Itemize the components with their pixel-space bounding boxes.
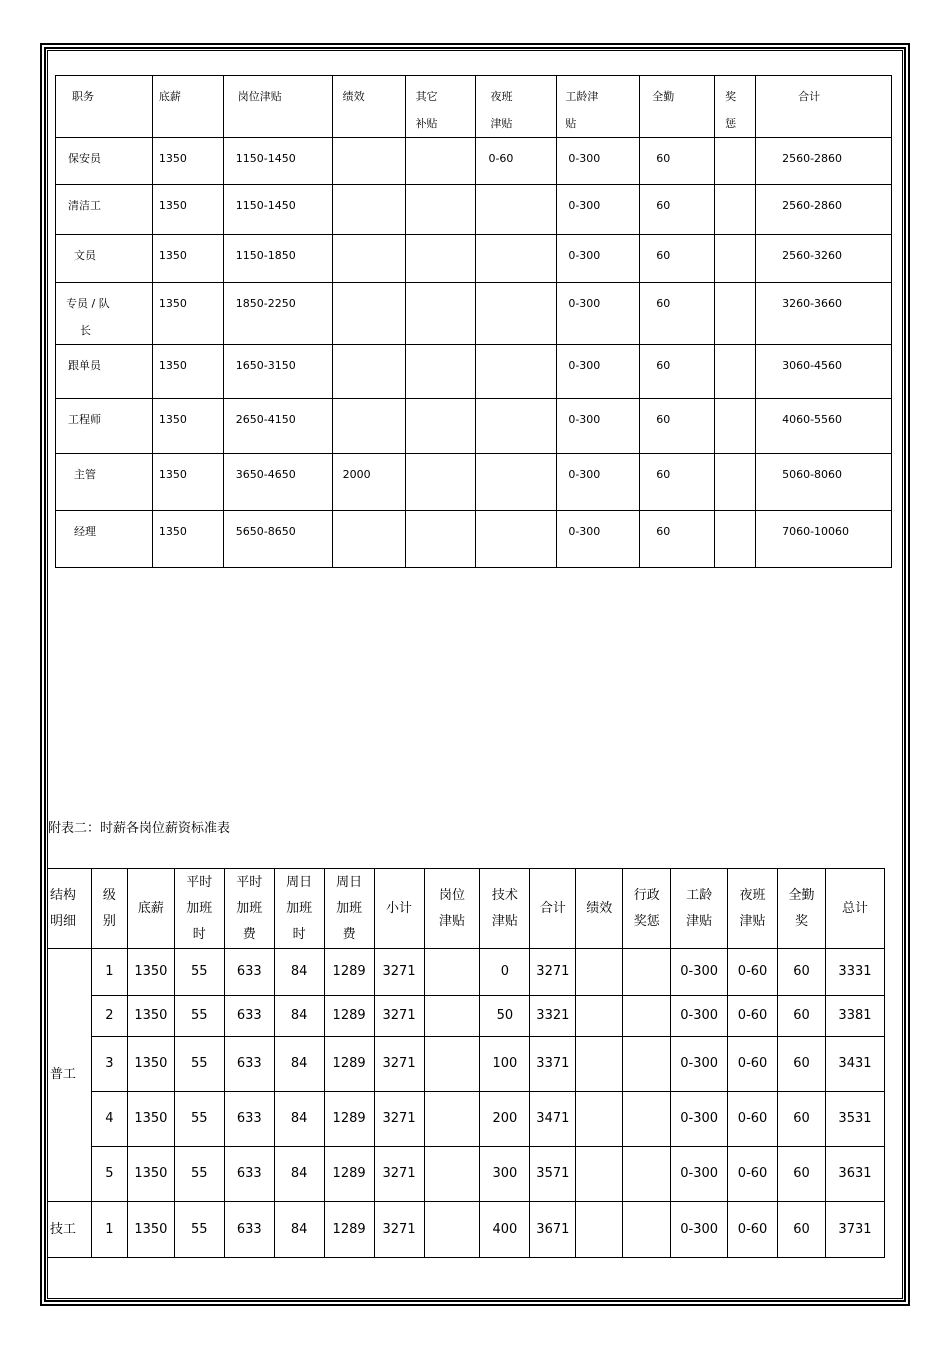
position-name-cell-line: 文员 — [74, 249, 96, 262]
table-1-cell-seniority: 0-300 — [557, 345, 640, 399]
position-name-cell — [56, 283, 153, 345]
table-1-row — [56, 454, 892, 511]
table-2-header-cell — [224, 869, 274, 949]
table-2-header-cell-line: 奖惩 — [633, 913, 660, 929]
table-1-cell-total: 5060-8060 — [756, 454, 892, 511]
table-1-cell-reward — [715, 511, 756, 568]
table-2-cell — [623, 996, 671, 1037]
table-2-cell: 3321 — [530, 996, 576, 1037]
table-2-cell: 3271 — [374, 1092, 424, 1147]
table-2-cell: 0-300 — [671, 1092, 728, 1147]
table-1-cell-seniority: 0-300 — [557, 138, 640, 185]
table-2-header-cell — [324, 869, 374, 949]
table-1-cell-other — [405, 185, 476, 235]
table-2-header-cell-line: 费 — [242, 926, 256, 942]
table-2-cell: 3671 — [530, 1202, 576, 1258]
table-2-header-cell-line: 周日 — [286, 874, 313, 890]
table-2-header-cell — [480, 869, 530, 949]
table-1-header-cell-line: 绩效 — [342, 90, 365, 103]
table-1-cell-other — [405, 138, 476, 185]
table-1-cell-attend: 60 — [640, 185, 715, 235]
table-1-header-cell — [56, 76, 153, 138]
table-1-header-cell-line: 底薪 — [158, 90, 181, 103]
table-1-cell-total: 4060-5560 — [756, 399, 892, 454]
table-2-cell: 3271 — [374, 996, 424, 1037]
table-2-header-cell-line: 工龄 — [686, 887, 713, 903]
table-2-cell: 0-60 — [728, 1147, 778, 1202]
table-1-header-cell-line: 全勤 — [652, 90, 675, 103]
table-2-cell: 3271 — [530, 949, 576, 996]
table-1-header-cell — [405, 76, 476, 138]
table-2-cell: 55 — [174, 996, 224, 1037]
table-2-cell: 3271 — [374, 1037, 424, 1092]
table-2-header-cell-line: 底薪 — [137, 900, 164, 916]
table-2-cell: 4 — [91, 1092, 127, 1147]
table-1-cell-seniority: 0-300 — [557, 185, 640, 235]
table-2-cell: 55 — [174, 949, 224, 996]
table-1-cell-allow: 5650-8650 — [223, 511, 332, 568]
table-1-header-cell-line: 职务 — [72, 90, 94, 103]
table-2-header-cell — [728, 869, 778, 949]
table-1-cell-perf: 2000 — [332, 454, 405, 511]
table-1-header-cell — [756, 76, 892, 138]
table-2-header-cell-line: 总计 — [841, 900, 868, 916]
table-1-cell-seniority: 0-300 — [557, 235, 640, 283]
table-2-cell: 1289 — [324, 1092, 374, 1147]
table-2-header-cell — [91, 869, 127, 949]
table-2-cell: 0-300 — [671, 1147, 728, 1202]
table-1-cell-total: 2560-2860 — [756, 185, 892, 235]
table-2-cell: 60 — [778, 1202, 826, 1258]
table-2-header-cell-line: 加班 — [236, 900, 263, 916]
table-2-header-cell-line: 技术 — [491, 887, 518, 903]
table-2-cell: 1350 — [127, 1202, 174, 1258]
structure-group-label: 技工 — [48, 1202, 92, 1258]
table-1-header-cell-line: 补贴 — [415, 117, 438, 130]
table-2-cell: 1350 — [127, 1147, 174, 1202]
position-name-cell-line: 主管 — [74, 468, 96, 481]
table-1-row — [56, 511, 892, 568]
table-2-cell: 1289 — [324, 949, 374, 996]
table-2-cell — [424, 1147, 480, 1202]
position-name-cell — [56, 454, 153, 511]
table-1-header-cell — [640, 76, 715, 138]
table-1-row — [56, 345, 892, 399]
table-1-cell-other — [405, 454, 476, 511]
table-1-cell-night — [476, 454, 557, 511]
table-1-cell-reward — [715, 235, 756, 283]
table-2-cell: 3471 — [530, 1092, 576, 1147]
table-2-row — [48, 1147, 885, 1202]
table-1-cell-night — [476, 399, 557, 454]
table-2-cell: 1289 — [324, 1202, 374, 1258]
table-1-cell-allow: 1650-3150 — [223, 345, 332, 399]
table-1-cell-seniority: 0-300 — [557, 454, 640, 511]
table-2-cell: 0-300 — [671, 1037, 728, 1092]
table-2-header-cell-line: 津贴 — [491, 913, 518, 929]
table-2-header-cell-line: 小计 — [386, 900, 413, 916]
table-1-cell-allow: 1150-1450 — [223, 185, 332, 235]
table-2-header-cell-line: 结构 — [50, 887, 77, 903]
table-1-row — [56, 283, 892, 345]
table-2-cell: 1350 — [127, 996, 174, 1037]
table-2-row — [48, 1092, 885, 1147]
salary-table-1 — [55, 75, 892, 568]
table-2-cell: 84 — [274, 1092, 324, 1147]
table-1-cell-base: 1350 — [152, 185, 223, 235]
table-2-cell — [576, 1147, 623, 1202]
table-2-caption: 附表二：时薪各岗位薪资标准表 — [48, 821, 231, 836]
table-2-row — [48, 1037, 885, 1092]
table-2-cell: 60 — [778, 949, 826, 996]
table-2-header-cell-line: 行政 — [633, 887, 660, 903]
table-2-header-cell-line: 加班 — [336, 900, 363, 916]
table-2-cell: 5 — [91, 1147, 127, 1202]
salary-table-2 — [47, 868, 885, 1258]
position-name-cell-line: 清洁工 — [68, 199, 101, 212]
table-2-cell: 3371 — [530, 1037, 576, 1092]
position-name-cell-line: 跟单员 — [68, 359, 101, 372]
table-2-cell — [424, 1202, 480, 1258]
table-2-row — [48, 1202, 885, 1258]
table-1-cell-reward — [715, 454, 756, 511]
table-1-cell-perf — [332, 283, 405, 345]
table-2-cell: 300 — [480, 1147, 530, 1202]
table-1-cell-reward — [715, 345, 756, 399]
table-2-header-cell-line: 明细 — [50, 913, 77, 929]
table-2-cell: 633 — [224, 1092, 274, 1147]
table-2-cell: 60 — [778, 996, 826, 1037]
table-2-cell: 3271 — [374, 949, 424, 996]
table-1-header-cell-line: 津贴 — [490, 117, 513, 130]
table-2-header-cell-line: 周日 — [336, 874, 363, 890]
table-2-header-cell — [576, 869, 623, 949]
position-name-cell-line: 工程师 — [68, 413, 101, 426]
table-2-cell: 633 — [224, 1037, 274, 1092]
table-1-cell-total: 2560-2860 — [756, 138, 892, 185]
table-2-cell — [424, 996, 480, 1037]
table-2-header-cell-line: 别 — [102, 913, 116, 929]
table-2-cell: 3381 — [825, 996, 884, 1037]
table-1-cell-other — [405, 235, 476, 283]
table-2-cell: 1289 — [324, 1037, 374, 1092]
table-2-cell — [576, 1092, 623, 1147]
table-2-cell: 3731 — [825, 1202, 884, 1258]
table-1-cell-night — [476, 283, 557, 345]
table-1-cell-total: 7060-10060 — [756, 511, 892, 568]
table-2-cell: 84 — [274, 1202, 324, 1258]
position-name-cell — [56, 185, 153, 235]
table-1-header-cell-line: 工龄津 — [565, 90, 599, 103]
table-1-cell-reward — [715, 138, 756, 185]
table-2-cell: 55 — [174, 1092, 224, 1147]
table-1-cell-allow: 1850-2250 — [223, 283, 332, 345]
table-2-cell: 200 — [480, 1092, 530, 1147]
table-2-header-cell — [48, 869, 92, 949]
table-1-cell-attend: 60 — [640, 399, 715, 454]
table-1-header-cell — [476, 76, 557, 138]
table-2-cell — [424, 1092, 480, 1147]
table-1-row — [56, 138, 892, 185]
table-2-cell: 0-300 — [671, 949, 728, 996]
table-2-cell: 633 — [224, 949, 274, 996]
table-2-header-cell-line: 绩效 — [586, 900, 613, 916]
table-2-cell — [623, 1202, 671, 1258]
table-2-cell: 1350 — [127, 1037, 174, 1092]
table-2-row — [48, 996, 885, 1037]
table-1-cell-night — [476, 345, 557, 399]
position-name-cell — [56, 235, 153, 283]
table-2-cell: 84 — [274, 1147, 324, 1202]
table-1-cell-seniority: 0-300 — [557, 399, 640, 454]
table-1-header-cell — [557, 76, 640, 138]
table-2-cell: 50 — [480, 996, 530, 1037]
table-1-cell-perf — [332, 399, 405, 454]
table-2-cell: 0 — [480, 949, 530, 996]
table-1-cell-other — [405, 345, 476, 399]
table-2-cell — [576, 1202, 623, 1258]
table-1-header-cell-line: 合计 — [798, 90, 821, 103]
table-1-header-cell-line: 岗位津贴 — [237, 90, 282, 103]
position-name-cell-line: 保安员 — [68, 152, 101, 165]
table-1-cell-night — [476, 511, 557, 568]
table-2-header-cell — [671, 869, 728, 949]
table-1-header-cell — [152, 76, 223, 138]
table-2-header-cell-line: 津贴 — [438, 913, 465, 929]
structure-group-label: 普工 — [48, 949, 92, 1202]
table-2-header-cell — [825, 869, 884, 949]
table-2-header-cell-line: 全勤 — [788, 887, 815, 903]
table-2-cell — [623, 1147, 671, 1202]
position-name-cell — [56, 511, 153, 568]
position-name-cell-line: 经理 — [74, 525, 96, 538]
table-1-cell-base: 1350 — [152, 511, 223, 568]
table-2-cell: 1 — [91, 1202, 127, 1258]
table-2-cell: 633 — [224, 1147, 274, 1202]
table-1-header-cell-line: 其它 — [415, 90, 438, 103]
table-2-header-cell-line: 奖 — [794, 913, 808, 929]
table-2-cell: 0-60 — [728, 1202, 778, 1258]
table-2-header-cell-line: 夜班 — [739, 887, 766, 903]
table-2-cell — [623, 949, 671, 996]
table-1-cell-other — [405, 283, 476, 345]
table-1-cell-attend: 60 — [640, 511, 715, 568]
table-2-cell: 3 — [91, 1037, 127, 1092]
table-2-cell: 3271 — [374, 1147, 424, 1202]
table-1-cell-base: 1350 — [152, 454, 223, 511]
table-1-header-cell-line: 夜班 — [490, 90, 513, 103]
table-1-cell-seniority: 0-300 — [557, 283, 640, 345]
table-1-cell-attend: 60 — [640, 345, 715, 399]
table-2-cell: 1 — [91, 949, 127, 996]
table-2-header-cell — [778, 869, 826, 949]
table-2-cell — [576, 1037, 623, 1092]
table-1-header-cell — [332, 76, 405, 138]
table-1-cell-perf — [332, 185, 405, 235]
table-2-cell: 55 — [174, 1202, 224, 1258]
table-2-header-cell-line: 平时 — [186, 874, 213, 890]
table-2-cell: 60 — [778, 1092, 826, 1147]
table-2-cell: 1289 — [324, 1147, 374, 1202]
table-1-row — [56, 235, 892, 283]
table-2-cell: 1289 — [324, 996, 374, 1037]
table-1-cell-perf — [332, 138, 405, 185]
position-name-cell-line: 长 — [80, 324, 91, 337]
table-2-cell — [623, 1037, 671, 1092]
table-2-cell: 0-60 — [728, 949, 778, 996]
table-2-row — [48, 949, 885, 996]
table-1-header-cell — [223, 76, 332, 138]
table-2-cell: 60 — [778, 1037, 826, 1092]
position-name-cell-line: 专员 / 队 — [66, 297, 110, 310]
table-2-cell — [424, 949, 480, 996]
table-1-header-row — [56, 76, 892, 138]
table-1-cell-attend: 60 — [640, 454, 715, 511]
table-1-cell-perf — [332, 235, 405, 283]
table-2-header-cell-line: 费 — [342, 926, 356, 942]
table-2-header-cell-line: 平时 — [236, 874, 263, 890]
table-2-header-cell-line: 级 — [102, 887, 116, 903]
table-2-cell: 3631 — [825, 1147, 884, 1202]
table-1-cell-reward — [715, 399, 756, 454]
table-1-cell-total: 2560-3260 — [756, 235, 892, 283]
table-2-cell: 633 — [224, 996, 274, 1037]
table-2-header-cell-line: 津贴 — [739, 913, 766, 929]
table-1-cell-total: 3260-3660 — [756, 283, 892, 345]
table-2-cell: 3271 — [374, 1202, 424, 1258]
table-1-header-cell-line: 贴 — [565, 117, 577, 130]
table-2-cell: 0-300 — [671, 1202, 728, 1258]
table-1-cell-perf — [332, 511, 405, 568]
table-1-cell-seniority: 0-300 — [557, 511, 640, 568]
table-2-header-cell — [127, 869, 174, 949]
table-2-cell: 400 — [480, 1202, 530, 1258]
table-2-cell: 0-60 — [728, 1037, 778, 1092]
table-1-header-cell-line: 惩 — [725, 117, 737, 130]
table-1-row — [56, 185, 892, 235]
table-2-header-cell-line: 时 — [192, 926, 206, 942]
table-2-cell — [576, 949, 623, 996]
table-2-cell: 84 — [274, 996, 324, 1037]
position-name-cell — [56, 345, 153, 399]
table-1-cell-other — [405, 399, 476, 454]
table-1-cell-night — [476, 235, 557, 283]
table-2-cell: 100 — [480, 1037, 530, 1092]
table-1-cell-allow: 1150-1850 — [223, 235, 332, 283]
table-2-cell: 0-60 — [728, 1092, 778, 1147]
table-2-cell — [623, 1092, 671, 1147]
table-2-cell — [424, 1037, 480, 1092]
table-2-header-cell — [623, 869, 671, 949]
table-1-cell-allow: 1150-1450 — [223, 138, 332, 185]
table-2-header-cell-line: 加班 — [286, 900, 313, 916]
position-name-cell — [56, 399, 153, 454]
table-2-header-cell-line: 合计 — [539, 900, 566, 916]
table-1-row — [56, 399, 892, 454]
table-2-cell: 1350 — [127, 1092, 174, 1147]
table-2-cell: 3331 — [825, 949, 884, 996]
table-2-header-cell-line: 时 — [292, 926, 306, 942]
table-2-cell: 84 — [274, 1037, 324, 1092]
table-1-cell-base: 1350 — [152, 138, 223, 185]
table-1-header-cell-line: 奖 — [725, 90, 737, 103]
table-2-header-cell — [374, 869, 424, 949]
table-2-cell: 633 — [224, 1202, 274, 1258]
table-2-cell: 3531 — [825, 1092, 884, 1147]
table-2-header-cell-line: 加班 — [186, 900, 213, 916]
table-1-cell-allow: 2650-4150 — [223, 399, 332, 454]
table-1-header-cell — [715, 76, 756, 138]
table-2-cell: 3431 — [825, 1037, 884, 1092]
table-1-cell-attend: 60 — [640, 235, 715, 283]
table-1-cell-other — [405, 511, 476, 568]
table-1-cell-night: 0-60 — [476, 138, 557, 185]
table-1-cell-base: 1350 — [152, 283, 223, 345]
table-2-cell: 60 — [778, 1147, 826, 1202]
table-2-cell: 1350 — [127, 949, 174, 996]
table-1-cell-attend: 60 — [640, 283, 715, 345]
table-1-cell-reward — [715, 283, 756, 345]
table-2-cell: 0-60 — [728, 996, 778, 1037]
table-2-header-row — [48, 869, 885, 949]
table-1-cell-attend: 60 — [640, 138, 715, 185]
table-2-cell: 55 — [174, 1147, 224, 1202]
table-1-cell-night — [476, 185, 557, 235]
table-2-cell: 3571 — [530, 1147, 576, 1202]
table-2-header-cell-line: 岗位 — [438, 887, 465, 903]
table-2-header-cell — [530, 869, 576, 949]
table-2-header-cell — [424, 869, 480, 949]
table-1-cell-base: 1350 — [152, 345, 223, 399]
table-1-cell-allow: 3650-4650 — [223, 454, 332, 511]
table-1-cell-perf — [332, 345, 405, 399]
table-2-header-cell — [174, 869, 224, 949]
table-1-cell-reward — [715, 185, 756, 235]
position-name-cell — [56, 138, 153, 185]
table-2-cell: 2 — [91, 996, 127, 1037]
table-1-cell-base: 1350 — [152, 235, 223, 283]
table-2-header-cell-line: 津贴 — [686, 913, 713, 929]
table-2-cell: 0-300 — [671, 996, 728, 1037]
table-1-cell-base: 1350 — [152, 399, 223, 454]
table-1-cell-total: 3060-4560 — [756, 345, 892, 399]
table-2-cell: 55 — [174, 1037, 224, 1092]
table-2-header-cell — [274, 869, 324, 949]
table-2-cell — [576, 996, 623, 1037]
table-2-cell: 84 — [274, 949, 324, 996]
